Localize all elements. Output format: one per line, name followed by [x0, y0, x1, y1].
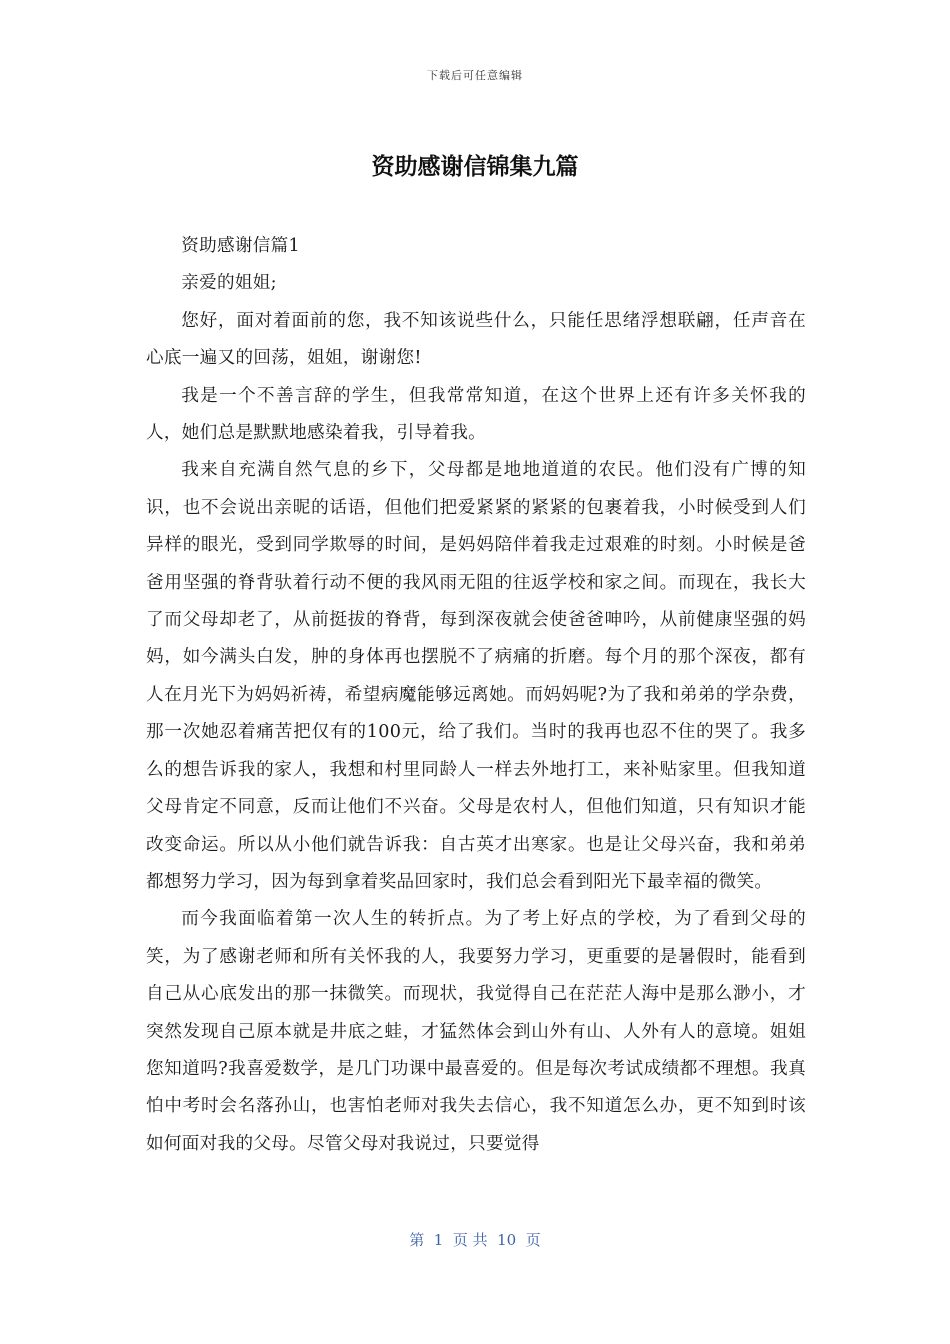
body-paragraph: 我是一个不善言辞的学生，但我常常知道，在这个世界上还有许多关怀我的人，她们总是默默地感染着我，引导着我。: [146, 385, 806, 444]
document-body: [146, 228, 806, 1163]
section-heading: 资助感谢信篇1: [181, 236, 301, 256]
page-header-note: 下载后可任意编辑: [427, 69, 523, 82]
body-paragraph: 而今我面临着第一次人生的转折点。为了考上好点的学校，为了看到父母的笑，为了感谢老师和所有关怀我的人，我要努力学习，更重要的是暑假时，能看到自己从心底发出的那一抹微笑。而现状，我觉得自己在茫茫人海中是那么渺小，才突然发现自己原本就是井底之蛙，才猛然体会到山外有山、人外有人的意境。姐姐您知道吗?我喜爱数学，是几门功课中最喜爱的。但是每次考试成绩都不理想。我真怕中考时会名落孙山，也害怕老师对我失去信心，我不知道怎么办，更不知到时该如何面对我的父母。尽管父母对我说过，只要觉得: [146, 909, 806, 1154]
page-number-footer: 第 1 页 共 10 页: [409, 1231, 541, 1249]
document-title: 资助感谢信锦集九篇: [371, 154, 579, 180]
body-paragraph: 您好，面对着面前的您，我不知该说些什么，只能任思绪浮想联翩，任声音在心底一遍又的回荡，姐姐，谢谢您!: [146, 310, 806, 369]
salutation: 亲爱的姐姐;: [181, 273, 277, 294]
body-paragraph: 我来自充满自然气息的乡下，父母都是地地道道的农民。他们没有广博的知识，也不会说出亲昵的话语，但他们把爱紧紧的紧紧的包裹着我，小时候受到人们异样的眼光，受到同学欺辱的时间，是妈妈陪伴着我走过艰难的时刻。小时候是爸爸用坚强的脊背驮着行动不便的我风雨无阻的往返学校和家之间。而现在，我长大了而父母却老了，从前挺拔的脊背，每到深夜就会使爸爸呻吟，从前健康坚强的妈妈，如今满头白发，肿的身体再也摆脱不了病痛的折磨。每个月的那个深夜，都有人在月光下为妈妈祈祷，希望病魔能够远离她。而妈妈呢?为了我和弟弟的学杂费，那一次她忍着痛苦把仅有的100元，给了我们。当时的我再也忍不住的哭了。我多么的想告诉我的家人，我想和村里同龄人一样去外地打工，来补贴家里。但我知道父母肯定不同意，反而让他们不兴奋。父母是农村人，但他们知道，只有知识才能改变命运。所以从小他们就告诉我：自古英才出寒家。也是让父母兴奋，我和弟弟都想努力学习，因为每到拿着奖品回家时，我们总会看到阳光下最幸福的微笑。: [146, 460, 806, 892]
